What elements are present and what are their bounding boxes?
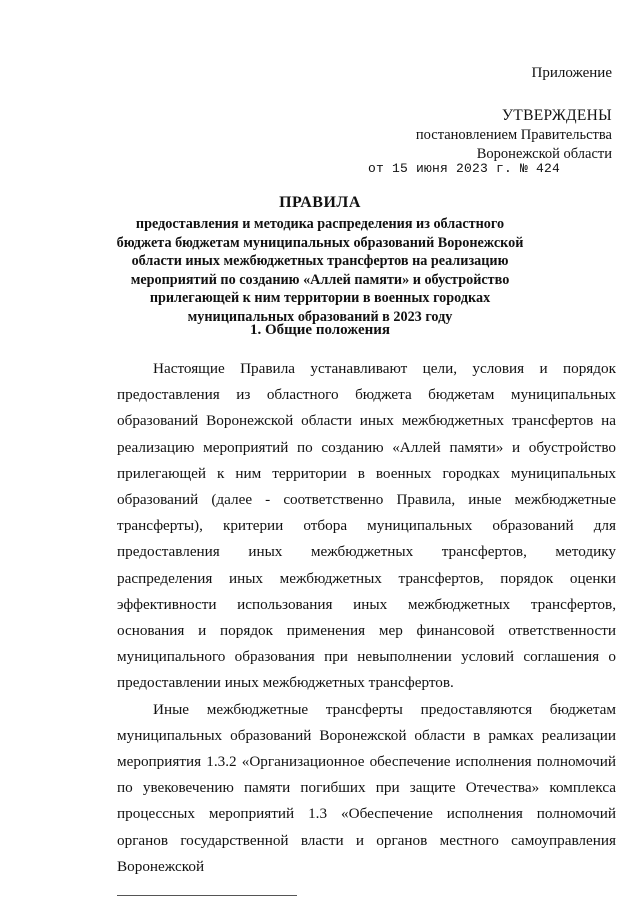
approval-decree xyxy=(416,126,612,164)
body-text xyxy=(117,356,616,880)
paragraph-1: Настоящие Правила устанавливают цели, условия и порядок предоставления из областного бюджета бюджетам муниципальных образований Воронежской области иных межбюджетных трансфертов на реализацию мероприятий по созданию «Аллей памяти» и обустройство прилегающей к ним территории в военных городках муниципальных образований (далее - соответственно Правила, иные межбюджетные трансферты), критерии отбора муниципальных образований для предоставления иных межбюджетных трансфертов, методику распределения иных межбюджетных трансфертов, порядок оценки эффективности использования иных межбюджетных трансфертов, основания и порядок применения мер финансовой ответственности муниципального образования при невыполнении условий соглашения о предоставлении иных межбюджетных трансфертов. xyxy=(117,360,616,692)
document-subtitle: предоставления и методика распределения из областного бюджета бюджетам муниципальных образований Воронежской области иных межбюджетных трансфертов на реализацию мероприятий по созданию «Аллей памяти» и обустройство прилегающей к ним территории в военных городках муниципальных образований в 2023 году xyxy=(116,216,524,325)
decree-line-2: Воронежской области xyxy=(476,146,612,162)
decree-line-1: постановлением Правительства xyxy=(415,127,612,143)
document-title: ПРАВИЛА xyxy=(279,194,361,211)
decree-date-number: от 15 июня 2023 г. № 424 xyxy=(368,161,561,176)
appendix-label: Приложение xyxy=(531,65,612,81)
section-heading: 1. Общие положения xyxy=(249,322,391,338)
paragraph-2: Иные межбюджетные трансферты предоставляются бюджетам муниципальных образований Воронежской области в рамках реализации мероприятия 1.3.2 «Организационное обеспечение исполнения полномочий по увековечению памяти погибших при защите Отечества» комплекса процессных мероприятий 1.3 «Обеспечение исполнения полномочий органов государственной власти и органов местного самоуправления Воронежской xyxy=(117,700,616,875)
footer-divider xyxy=(117,895,297,896)
approved-heading: УТВЕРЖДЕНЫ xyxy=(502,107,612,124)
